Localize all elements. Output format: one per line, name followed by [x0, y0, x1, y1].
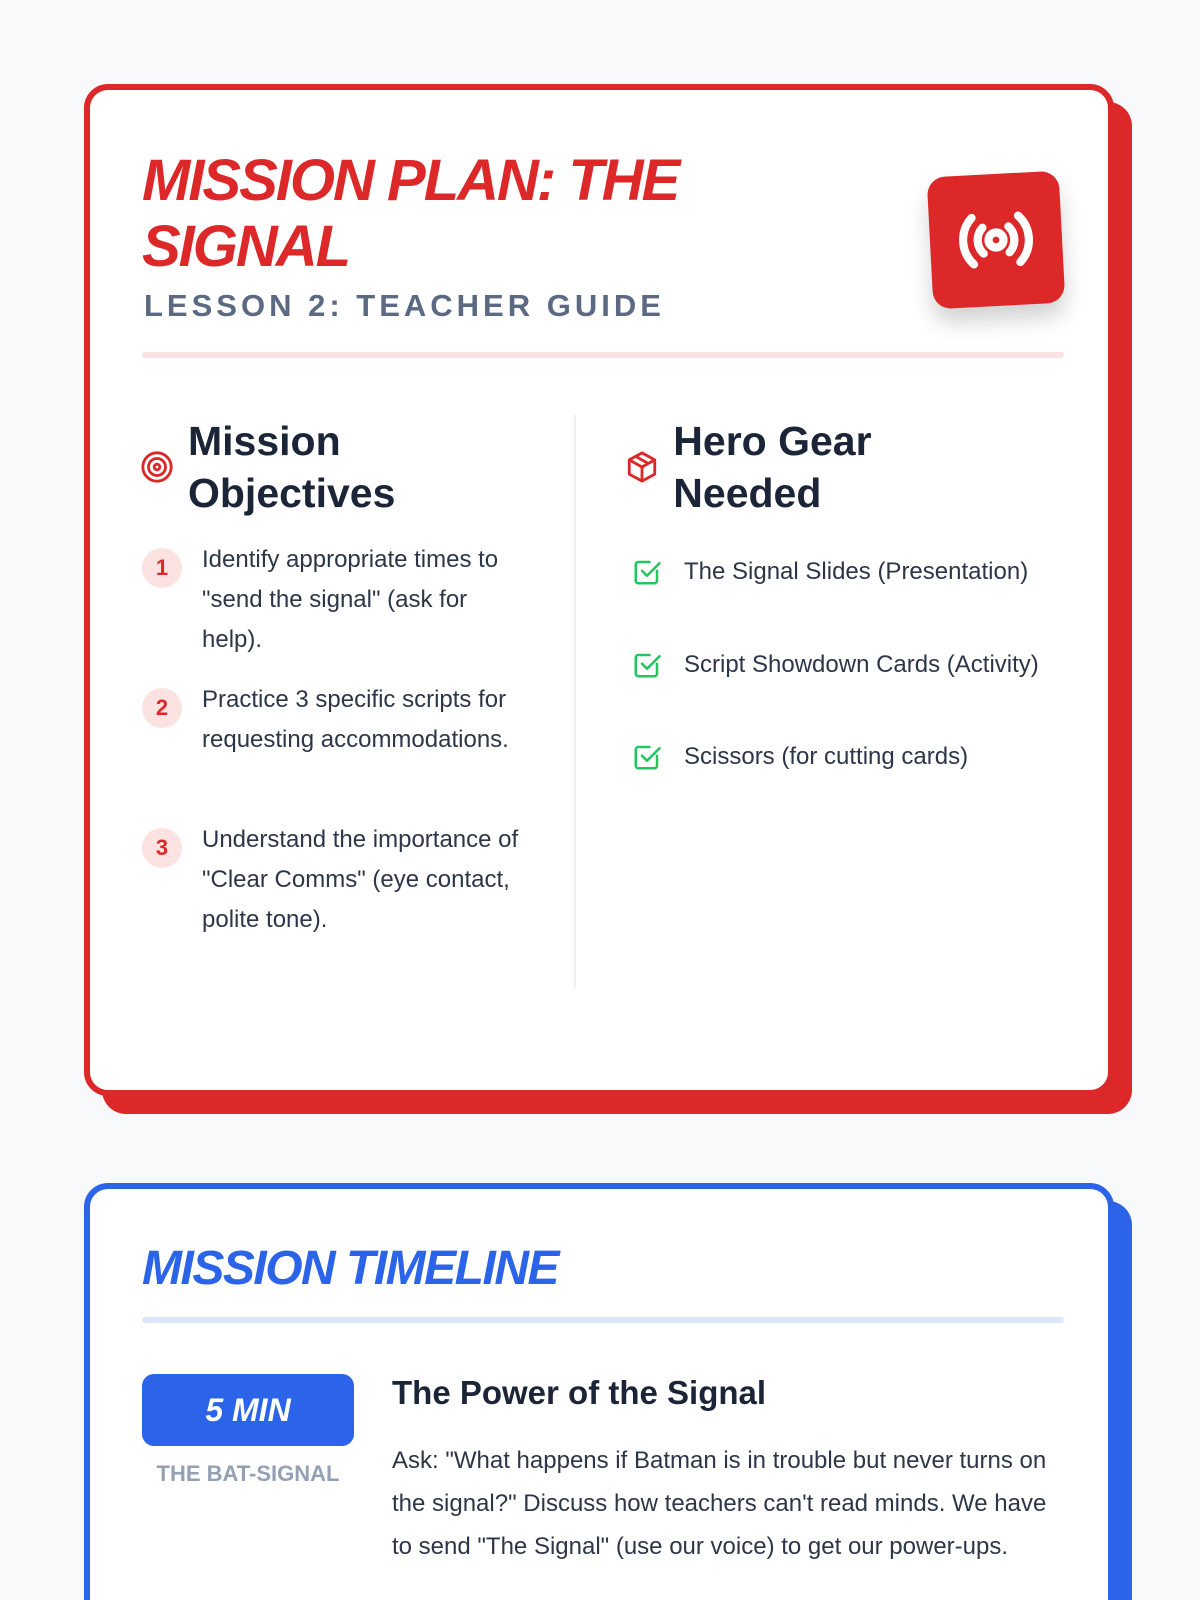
- broadcast-signal-icon: [927, 171, 1066, 310]
- mission-plan-card: [84, 84, 1114, 1096]
- objective-text: Identify appropriate times to "send the signal" (ask for help).: [202, 546, 499, 653]
- mission-timeline-card: [84, 1183, 1114, 1600]
- objective-text: Understand the importance of "Clear Comms" (eye contact, polite tone).: [202, 826, 519, 933]
- time-caption: THE BAT-SIGNAL: [156, 1461, 340, 1486]
- objective-number: 2: [142, 688, 182, 728]
- objective-number: 3: [142, 828, 182, 868]
- checkbox-checked-icon: [632, 556, 664, 588]
- gear-title: Hero Gear Needed: [673, 418, 872, 516]
- header-divider: [142, 352, 1064, 358]
- checkbox-checked-icon: [632, 649, 664, 681]
- checkbox-checked-icon: [632, 741, 664, 773]
- objective-number: 1: [142, 548, 182, 588]
- timeline-title: MISSION TIMELINE: [142, 1242, 559, 1295]
- objectives-heading: [140, 415, 520, 519]
- step-title: The Power of the Signal: [392, 1374, 767, 1411]
- gear-text: The Signal Slides (Presentation): [684, 558, 1029, 585]
- time-badge: 5 MIN: [142, 1374, 354, 1446]
- objectives-title: Mission Objectives: [188, 418, 396, 516]
- objective-text: Practice 3 specific scripts for requesting accommodations.: [202, 686, 509, 753]
- objective-item: [142, 540, 522, 660]
- timeline-divider: [142, 1317, 1064, 1323]
- gear-list-item: [632, 737, 1052, 777]
- lesson-subtitle: LESSON 2: TEACHER GUIDE: [144, 288, 665, 323]
- objective-item: [142, 680, 522, 760]
- page-title: MISSION PLAN: THE SIGNAL: [142, 148, 679, 279]
- objective-item: [142, 820, 522, 940]
- gear-list-item: [632, 552, 1052, 592]
- gear-list-item: [632, 645, 1052, 685]
- step-description: Ask: "What happens if Batman is in trouble but never turns on the signal?" Discuss how teachers can't read minds. We have to send "The Signal" (use our voice) to get our power-ups.: [392, 1447, 1047, 1560]
- gear-heading: [624, 415, 1024, 519]
- target-icon: [140, 449, 174, 485]
- gear-text: Script Showdown Cards (Activity): [684, 651, 1039, 678]
- gear-text: Scissors (for cutting cards): [684, 743, 969, 770]
- package-icon: [624, 449, 659, 485]
- column-divider: [574, 415, 576, 988]
